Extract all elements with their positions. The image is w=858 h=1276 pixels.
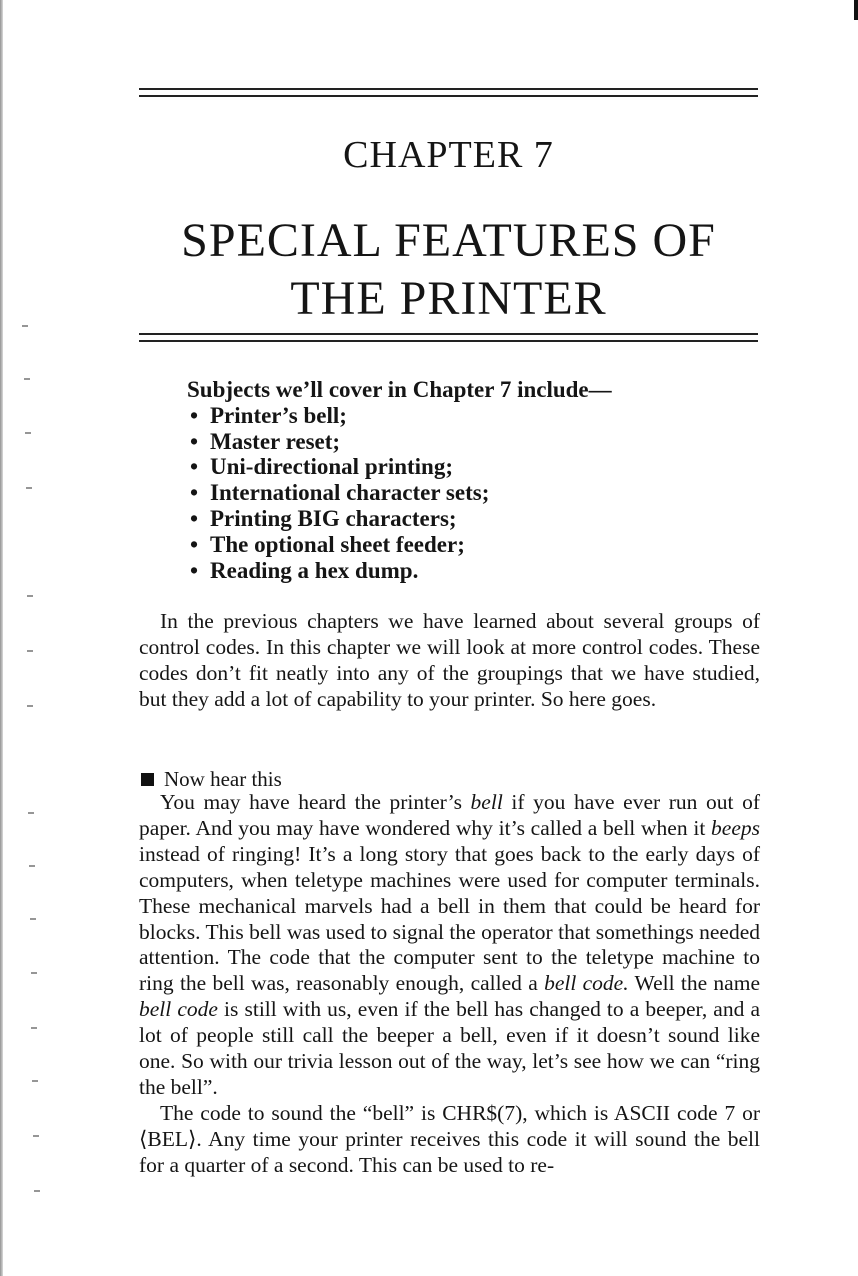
bullet-icon: • [190,505,199,531]
list-item-text: International character sets; [210,480,490,506]
subjects-intro: Subjects we’ll cover in Chapter 7 include— [187,377,612,402]
list-item [187,532,612,558]
scan-speck [34,1190,40,1192]
chapter-title [110,212,787,328]
section-body [139,790,760,1179]
scan-edge [0,0,3,1276]
text-run: You may have heard the printer’s [160,790,471,814]
bell-paragraph [139,790,760,1101]
list-item [187,429,612,455]
scan-speck [25,432,31,434]
top-double-rule [139,88,758,97]
bullet-icon: • [190,454,199,480]
intro-paragraph-block [139,609,760,713]
list-item [187,558,612,584]
chr7-paragraph: The code to sound the “bell” is CHR$(7), which is ASCII code 7 or ⟨BEL⟩. Any time your printer receives this code it will sound the bell for a quarter of a second. This can be used to re- [139,1100,760,1177]
scan-speck [28,812,34,814]
intro-paragraph: In the previous chapters we have learned about several groups of control codes. In this chapter we will look at more control codes. These codes don’t fit neatly into any of the groupings that we have studied, but they add a lot of capability to your printer. So here goes. [139,609,760,711]
square-bullet-icon [141,773,154,786]
bullet-icon: • [190,531,199,557]
scan-speck [27,595,33,597]
bullet-icon: • [190,402,199,428]
scan-mark [854,0,858,20]
bullet-icon: • [190,480,199,506]
scan-speck [30,918,36,920]
text-run: if you have ever run out of paper. And you may have wondered why it’s called a bell when it [139,790,761,840]
list-item [187,506,612,532]
list-item-text: Reading a hex dump. [210,557,419,583]
chapter-title-line1: SPECIAL FEATURES OF [181,214,716,267]
list-item-text: Printing BIG characters; [210,505,457,531]
subjects-list [187,403,612,584]
scan-speck [31,1027,37,1029]
section-heading-text: Now hear this [164,767,282,791]
bullet-icon: • [190,557,199,583]
title-double-rule [139,333,758,342]
section-heading [141,766,282,792]
list-item-text: Master reset; [210,428,341,454]
scan-speck [22,325,28,327]
text-run: is still with us, even if the bell has changed to a beeper, and a lot of people still call the beeper a bell, even if it doesn’t sound like one. So with our trivia lesson out of the way, let’s see how we can “ring the bell”. [139,997,761,1099]
text-run: Well the name [628,971,760,996]
text-run: instead of ringing! It’s a long story that goes back to the early days of computers, when teletype machines were used for computer terminals. These mechanical marvels had a bell in them that could be heard for blocks. This bell was used to signal the operator that somethings needed attention. The code that the computer sent to the teletype machine to ring the bell was, reasonably enough, called a [139,841,760,996]
scan-speck [33,1135,39,1137]
chapter-title-line2: THE PRINTER [290,272,607,325]
scan-speck [32,1080,38,1082]
emphasis-bell-code-2: bell code [139,997,218,1022]
emphasis-beeps: beeps [711,815,760,840]
scan-speck [27,705,33,707]
emphasis-bell-code: bell code. [544,971,629,996]
subjects-box [187,377,612,583]
list-item-text: Printer’s bell; [210,402,347,428]
emphasis-bell: bell [470,790,503,814]
chapter-label: CHAPTER 7 [343,134,554,176]
scan-speck [24,378,30,380]
scan-speck [26,487,32,489]
list-item-text: Uni-directional printing; [210,454,454,480]
list-item [187,480,612,506]
list-item [187,403,612,429]
scan-speck [31,972,37,974]
scan-speck [27,650,33,652]
scan-speck [29,865,35,867]
bullet-icon: • [190,428,199,454]
list-item [187,454,612,480]
list-item-text: The optional sheet feeder; [210,531,465,557]
